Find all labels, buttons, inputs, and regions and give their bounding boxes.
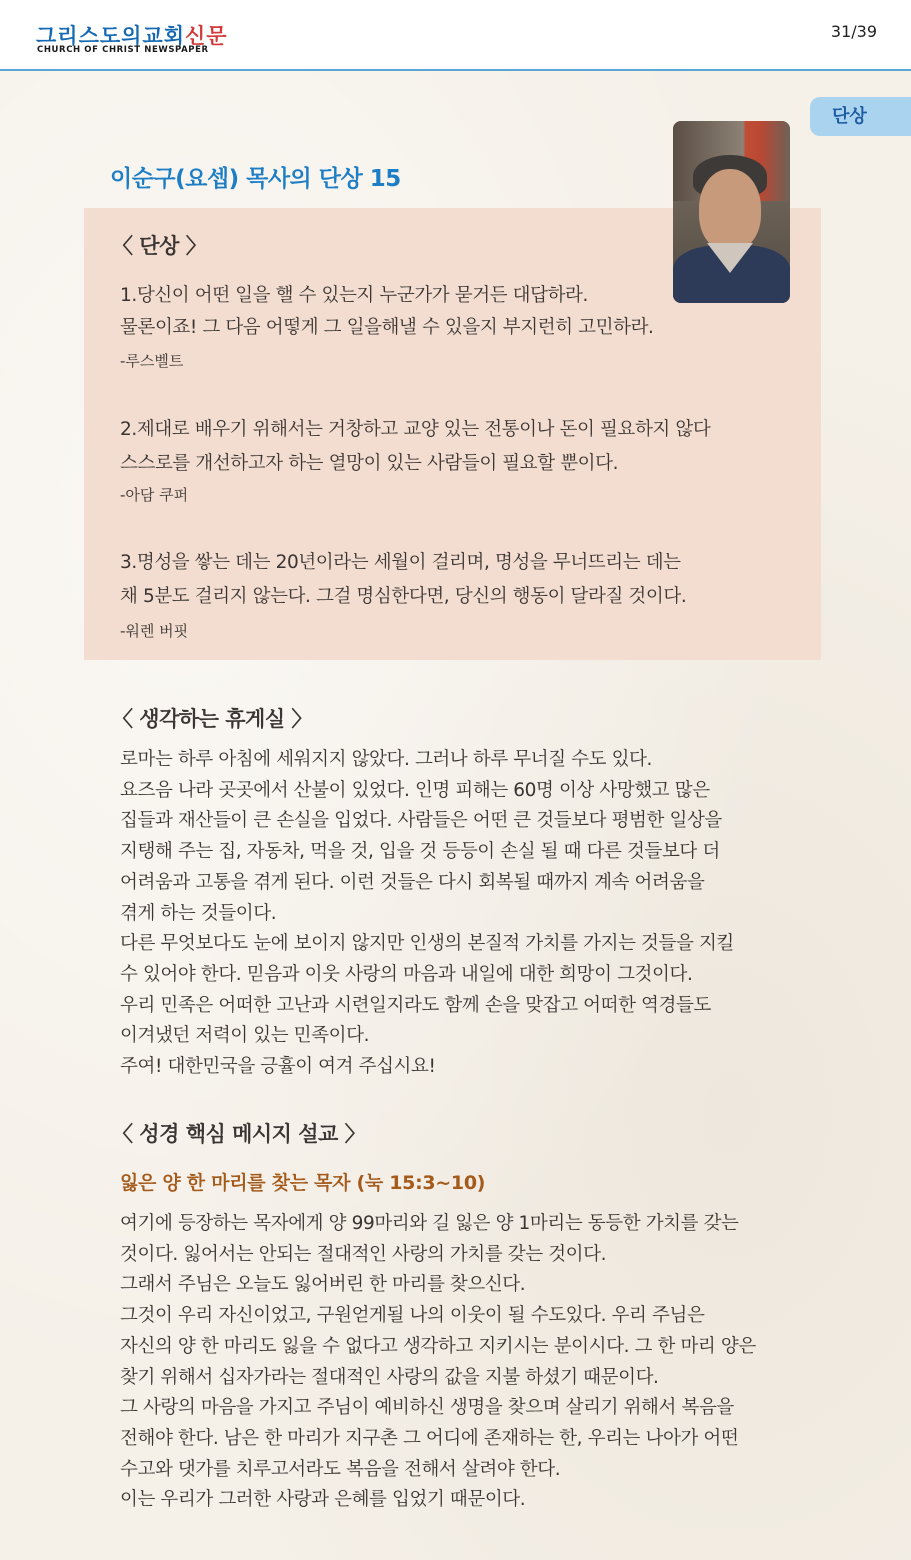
thinking-line: 다른 무엇보다도 눈에 보이지 않지만 인생의 본질적 가치를 가지는 것들을 지킬 (120, 933, 734, 955)
sermon-paragraph (120, 1209, 756, 1516)
thinking-line: 주여! 대한민국을 긍휼이 여겨 주십시요! (120, 1056, 436, 1078)
section-heading-sermon: 〈 성경 핵심 메시지 설교 〉 (112, 1122, 366, 1146)
sermon-line: 여기에 등장하는 목자에게 양 99마리와 길 잃은 양 1마리는 동등한 가치를 갖는 (120, 1213, 739, 1234)
article-title: 이순구(요셉) 목사의 단상 15 (110, 166, 401, 192)
sermon-subtitle: 잃은 양 한 마리를 찾는 목자 (눅 15:3~10) (120, 1172, 486, 1194)
sermon-line: 것이다. 잃어서는 안되는 절대적인 사랑의 가치를 갖는 것이다. (120, 1243, 607, 1265)
thinking-line: 로마는 하루 아침에 세워지지 않았다. 그러나 하루 무너질 수도 있다. (120, 749, 653, 770)
section-heading-danshang: 〈 단상 〉 (112, 234, 207, 258)
author-photo (673, 121, 790, 303)
quote-3-line-2: 채 5분도 걸리지 않는다. 그걸 명심한다면, 당신의 행동이 달라질 것이다. (120, 586, 687, 607)
thinking-line: 요즈음 나라 곳곳에서 산불이 있었다. 인명 피해는 60명 이상 사망했고 많은 (120, 779, 710, 801)
sermon-line: 전해야 한다. 남은 한 마리가 지구촌 그 어디에 존재하는 한, 우리는 나아가 어떤 (120, 1427, 739, 1449)
sermon-line: 자신의 양 한 마리도 잃을 수 없다고 생각하고 지키시는 분이시다. 그 한 마리 양은 (120, 1335, 756, 1357)
page-header (0, 0, 911, 71)
quote-2-author: -아담 쿠퍼 (120, 486, 189, 504)
section-heading-thinking: 〈 생각하는 휴게실 〉 (112, 707, 312, 731)
sermon-line: 찾기 위해서 십자가라는 절대적인 사랑의 값을 지불 하셨기 때문이다. (120, 1366, 659, 1388)
logo-main-text: 그리스도의교회 (36, 24, 186, 48)
quote-3-line-1: 3.명성을 쌓는 데는 20년이라는 세월이 걸리며, 명성을 무너뜨리는 데는 (120, 552, 681, 573)
sermon-line: 그래서 주님은 오늘도 잃어버린 한 마리를 찾으신다. (120, 1274, 526, 1296)
quote-1-line-1: 1.당신이 어떤 일을 핼 수 있는지 누군가가 묻거든 대답하라. (120, 285, 589, 306)
quote-2-line-2: 스스로를 개선하고자 하는 열망이 있는 사람들이 필요할 뿐이다. (120, 453, 619, 474)
thinking-line: 어려움과 고통을 겪게 된다. 이런 것들은 다시 회복될 때까지 계속 어려움을 (120, 871, 705, 893)
page-number: 31/39 (830, 22, 877, 41)
quote-1-author: -루스벨트 (120, 352, 184, 370)
sermon-line: 그것이 우리 자신이었고, 구원얻게될 나의 이웃이 될 수도있다. 우리 주님은 (120, 1305, 705, 1327)
quote-1-line-2: 물론이죠! 그 다음 어떻게 그 일을해낼 수 있을지 부지런히 고민하라. (120, 317, 654, 338)
sermon-line: 이는 우리가 그러한 사랑과 은혜를 입었기 때문이다. (120, 1489, 526, 1511)
logo-accent-text: 신문 (185, 24, 228, 48)
sermon-line: 그 사랑의 마음을 가지고 주님이 예비하신 생명을 찾으며 살리기 위해서 복음을 (120, 1397, 734, 1419)
thinking-line: 지탱해 주는 집, 자동차, 먹을 것, 입을 것 등등이 손실 될 때 다른 것들보다 더 (120, 841, 720, 863)
thinking-paragraph (120, 745, 734, 1083)
sermon-line: 수고와 댓가를 치루고서라도 복음을 전해서 살려야 한다. (120, 1458, 561, 1480)
thinking-line: 겪게 하는 것들이다. (120, 902, 277, 924)
thinking-line: 집들과 재산들이 큰 손실을 입었다. 사람들은 어떤 큰 것들보다 평범한 일상을 (120, 810, 722, 832)
section-tab-danshang[interactable]: 단상 (810, 97, 911, 136)
thinking-line: 우리 민족은 어떠한 고난과 시련일지라도 함께 손을 맞잡고 어떠한 역경들도 (120, 994, 711, 1016)
quote-2-line-1: 2.제대로 배우기 위해서는 거창하고 교양 있는 전통이나 돈이 필요하지 않다 (120, 419, 711, 440)
logo-english-text: CHURCH OF CHRIST NEWSPAPER (37, 45, 209, 55)
thinking-line: 수 있어야 한다. 믿음과 이웃 사랑의 마음과 내일에 대한 희망이 그것이다. (120, 963, 693, 985)
quote-3-author: -워렌 버핏 (120, 622, 189, 640)
thinking-line: 이겨냈던 저력이 있는 민족이다. (120, 1025, 370, 1047)
